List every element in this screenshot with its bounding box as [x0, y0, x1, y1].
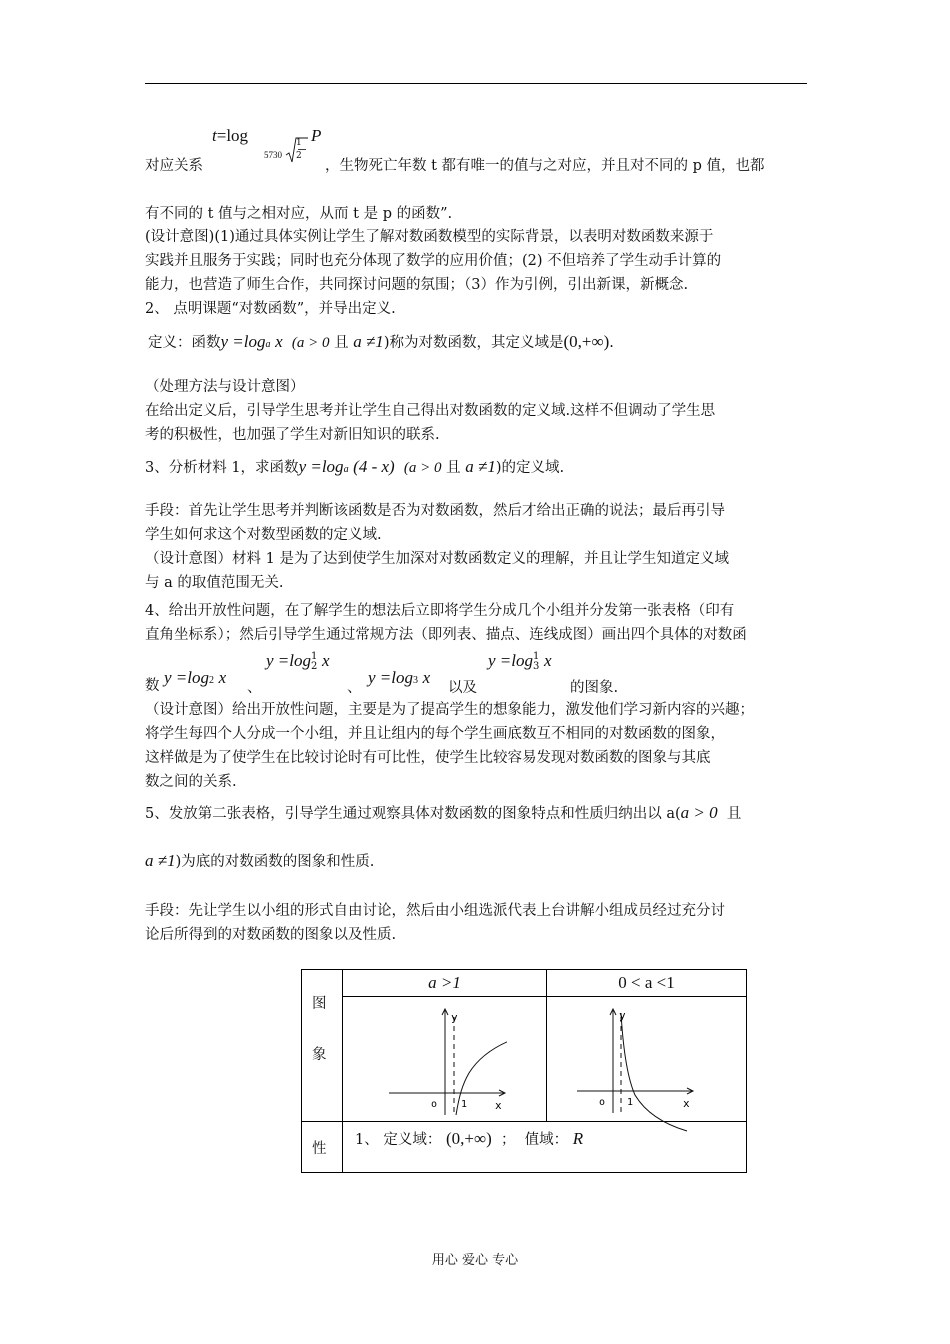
- page-footer: 用心 爱心 专心: [431, 1253, 519, 1268]
- line-18-sep-2: 、: [347, 680, 362, 696]
- line-7-text-b: )称为对数函数，其定义域是: [383, 335, 564, 351]
- graph-a-gt-1-y-label: y: [451, 1011, 458, 1024]
- line-24-cond2: a ≠1: [145, 851, 176, 870]
- line-7-text-c: .: [609, 335, 614, 351]
- line-13: 学生如何求这个对数型函数的定义域.: [145, 527, 382, 543]
- line-18-f3-sub: 3: [413, 675, 418, 686]
- table-label-props-text: 性: [312, 1140, 327, 1157]
- line-7: [148, 332, 614, 355]
- line-18-f4-frac: [533, 652, 539, 672]
- line-18-f4-den: 3: [533, 661, 540, 672]
- formula-top-lhs: t: [212, 126, 217, 145]
- line-23-text-a: 5、发放第二张表格，引导学生通过观察具体对数函数的图象特点和性质归纳出以 a(: [145, 806, 681, 822]
- line-21: 这样做是为了使学生在比较讨论时有可比性，使学生比较容易发现对数函数的图象与其底: [145, 750, 711, 766]
- line-18-f4: [488, 651, 552, 672]
- line-25: 手段：先让学生以小组的形式自由讨论，然后由小组选派代表上台讲解小组成员经过充分讨: [145, 903, 725, 919]
- table-label-graph-b: 象: [312, 1047, 327, 1063]
- graph-a-lt-1: [575, 1007, 695, 1135]
- line-2: 有不同的 t 值与之相对应，从而 t 是 p 的函数”.: [145, 206, 453, 222]
- line-17: 直角坐标系）；然后引导学生通过常规方法（即列表、描点、连线成图）画出四个具体的对数函: [145, 627, 747, 643]
- line-18-f3-x: x: [422, 668, 431, 687]
- table-prop-range: R: [572, 1129, 584, 1148]
- graph-cell-a-lt-1: [547, 997, 747, 1122]
- formula-top-radical-den: 2: [296, 151, 302, 161]
- line-18-f4-num: 1: [533, 651, 540, 662]
- graph-a-gt-1: [387, 1007, 507, 1117]
- formula-top-base: [264, 150, 282, 160]
- line-26: 论后所得到的对数函数的图象以及性质.: [145, 927, 397, 943]
- line-11-text-a: 3、分析材料 1，求函数: [145, 460, 299, 476]
- line-11-cond1: (a > 0: [403, 460, 442, 476]
- line-7-formula: y =log: [220, 332, 266, 351]
- line-24-text-b: )为底的对数函数的图象和性质.: [175, 854, 375, 870]
- line-11: [145, 457, 564, 480]
- line-11-sub: a: [343, 464, 349, 475]
- line-20: 将学生每四个人分成一个小组，并且让组内的每个学生画底数互不相同的对数函数的图象，: [145, 726, 725, 742]
- line-18-f1-sub: 2: [209, 675, 214, 686]
- graph-a-lt-1-curve: [621, 1013, 687, 1131]
- line-1b: ，生物死亡年数 t 都有唯一的值与之对应，并且对不同的 p 值，也都: [325, 158, 765, 174]
- line-22: 数之间的关系.: [145, 774, 237, 790]
- table-prop-range-label: 值域：: [524, 1132, 569, 1148]
- formula-top-eq: =log: [216, 126, 249, 145]
- line-18-f2: [266, 651, 330, 672]
- graph-a-gt-1-one: 1: [461, 1099, 468, 1110]
- table-label-props: [302, 1122, 343, 1173]
- line-18-sep-1: 、: [247, 680, 262, 696]
- line-5: 能力，也营造了师生合作，共同探讨问题的氛围；（3）作为引例，引出新课，新概念.: [145, 277, 689, 293]
- line-8: （处理方法与设计意图）: [145, 379, 305, 395]
- log-properties-table: [301, 969, 747, 1173]
- table-prop-domain-label: 1、 定义域：: [355, 1132, 442, 1148]
- line-9: 在给出定义后，引导学生思考并让学生自己得出对数函数的定义域.这样不但调动了学生思: [145, 403, 716, 419]
- table-header-a-gt-1: [343, 970, 547, 997]
- line-7-text-a: 定义：函数: [148, 335, 221, 351]
- line-11-formula: y =log: [298, 457, 344, 476]
- formula-top-arg: P: [311, 126, 322, 145]
- line-11-cond2: a ≠1: [465, 457, 496, 476]
- table-prop-domain: (0,+∞): [445, 1129, 492, 1148]
- graph-a-gt-1-x-label: x: [495, 1099, 502, 1112]
- formula-top: [212, 126, 248, 146]
- line-23-cond1: a > 0: [680, 803, 718, 822]
- line-18-f4-x: x: [543, 651, 552, 670]
- line-18-and: 以及: [448, 680, 477, 696]
- graph-a-lt-1-origin: o: [599, 1097, 606, 1108]
- line-7-x: x: [275, 332, 283, 351]
- table-label-graph: [302, 970, 343, 1122]
- line-4: 实践并且服务于实践；同时也充分体现了数学的应用价值；(2) 不但培养了学生动手计算的: [145, 253, 722, 269]
- graph-a-gt-1-origin: o: [431, 1099, 438, 1110]
- line-18-f1: [164, 668, 226, 688]
- formula-top-radical-num: 1: [296, 138, 302, 148]
- line-18-f1-x: x: [218, 668, 227, 687]
- line-18-text-a: 数: [145, 678, 160, 694]
- line-7-sub: a: [265, 339, 271, 350]
- line-11-and: 且: [446, 460, 461, 476]
- line-18-f1-formula: y =log: [164, 668, 209, 687]
- line-23: [145, 803, 741, 824]
- graph-a-lt-1-y-label: y: [619, 1009, 626, 1022]
- graph-a-lt-1-x-label: x: [683, 1097, 690, 1110]
- line-24: [145, 851, 374, 872]
- line-12: 手段：首先让学生思考并判断该函数是否为对数函数，然后才给出正确的说法；最后再引导: [145, 503, 725, 519]
- table-header-a-gt-1-text: a >1: [428, 973, 461, 992]
- line-11-text-b: )的定义域.: [495, 460, 565, 476]
- line-18-text-b: 的图象.: [570, 680, 619, 696]
- line-18-f2-frac: [311, 652, 317, 672]
- table-header-a-lt-1: [547, 970, 747, 997]
- line-16: 4、给出开放性问题，在了解学生的想法后立即将学生分成几个小组并分发第一张表格（印有: [145, 603, 735, 619]
- line-7-domain: (0,+∞): [563, 332, 610, 351]
- table-prop-sep: ；: [500, 1132, 516, 1148]
- line-15: 与 a 的取值范围无关.: [145, 575, 284, 591]
- line-10: 考的积极性，也加强了学生对新旧知识的联系.: [145, 427, 440, 443]
- line-1a: 对应关系: [145, 158, 203, 174]
- line-18-f2-formula: y =log: [266, 651, 311, 670]
- line-18-f2-den: 2: [311, 661, 318, 672]
- line-18-f3: [368, 668, 430, 688]
- formula-top-base-num: 5730: [264, 150, 282, 160]
- line-11-arg: (4 - x): [353, 457, 395, 476]
- graph-a-lt-1-one: 1: [627, 1097, 634, 1108]
- line-6: 2、 点明课题“对数函数”，并导出定义.: [145, 301, 396, 317]
- line-14: （设计意图）材料 1 是为了达到使学生加深对对数函数定义的理解，并且让学生知道定义域: [145, 551, 729, 567]
- line-7-cond2: a ≠1: [353, 332, 384, 351]
- line-3: (设计意图)(1)通过具体实例让学生了解对数函数模型的实际背景，以表明对数函数来源于: [145, 229, 714, 245]
- table-props-cell: [343, 1122, 747, 1173]
- table-props-line: [355, 1128, 583, 1149]
- line-7-and: 且: [334, 335, 349, 351]
- table-label-graph-a: 图: [312, 996, 327, 1012]
- line-23-text-b: 且: [726, 806, 742, 822]
- line-18-f3-formula: y =log: [368, 668, 413, 687]
- line-18-f2-num: 1: [311, 651, 318, 662]
- line-19: （设计意图）给出开放性问题，主要是为了提高学生的想象能力，激发他们学习新内容的兴趣；: [145, 702, 754, 718]
- graph-cell-a-gt-1: [343, 997, 547, 1122]
- header-rule: [145, 83, 807, 84]
- line-18-f4-formula: y =log: [488, 651, 533, 670]
- line-18-f2-x: x: [321, 651, 330, 670]
- table-header-a-lt-1-text: 0 < a <1: [618, 973, 675, 992]
- line-7-cond1: (a > 0: [291, 335, 330, 351]
